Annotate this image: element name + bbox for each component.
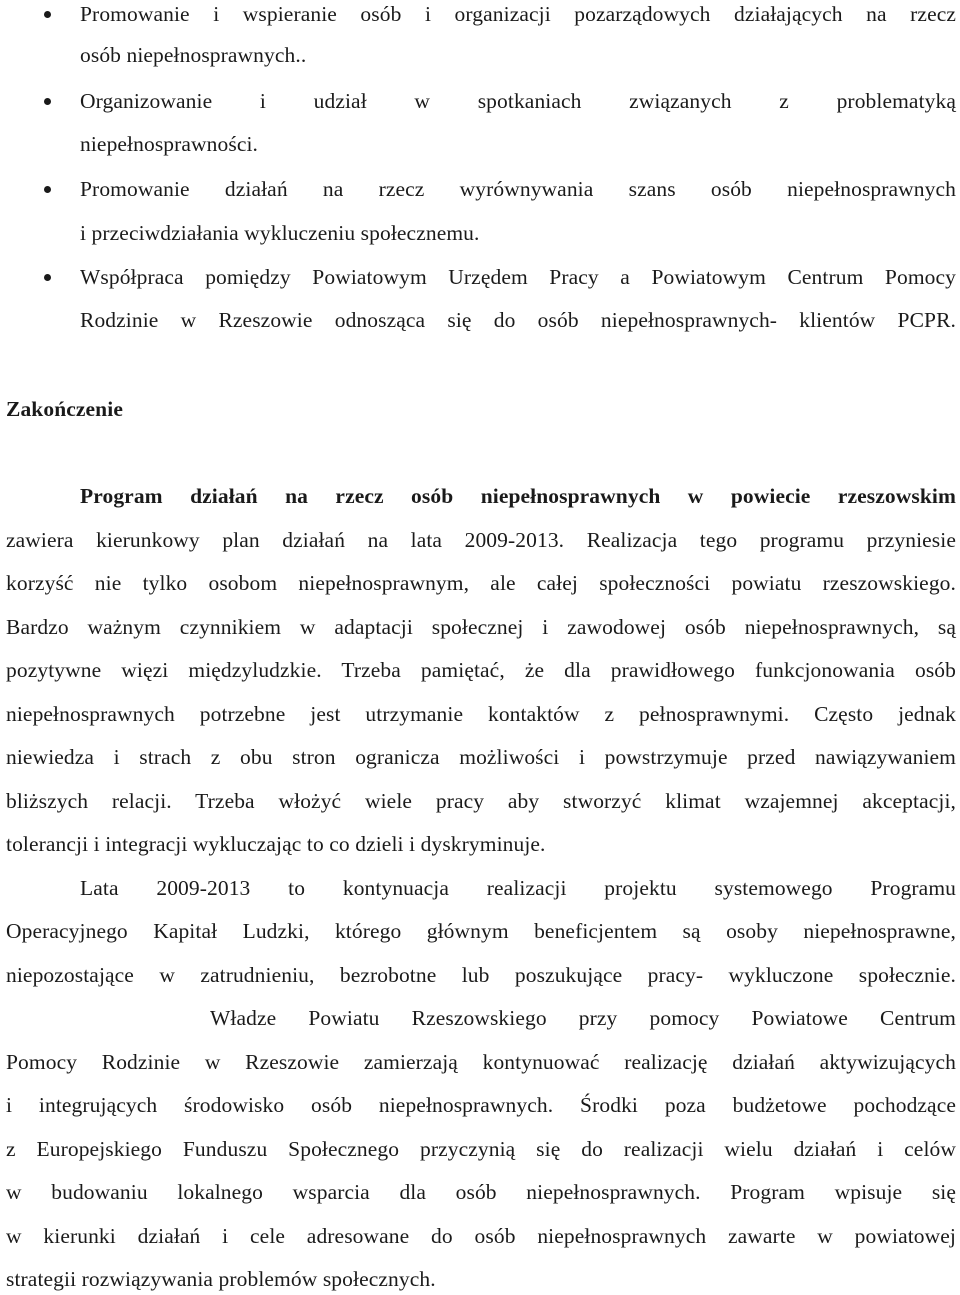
paragraph-line: Bardzo ważnym czynnikiem w adaptacji społecznej i zawodowej osób niepełnosprawnych, są (6, 615, 956, 639)
paragraph-line: z Europejskiego Funduszu Społecznego przyczynią się do realizacji wielu działań i celów (6, 1137, 956, 1161)
paragraph-line: w budowaniu lokalnego wsparcia dla osób niepełnosprawnych. Program wpisuje się (6, 1180, 956, 1204)
paragraph-line: Program działań na rzecz osób niepełnosprawnych w powiecie rzeszowskim (80, 484, 956, 508)
bullet-line: Organizowanie i udział w spotkaniach związanych z problematyką (80, 89, 956, 113)
bullet-line: i przeciwdziałania wykluczeniu społecznemu. (80, 221, 480, 245)
paragraph-line: Władze Powiatu Rzeszowskiego przy pomocy Powiatowe Centrum (210, 1006, 956, 1030)
paragraph-line: bliższych relacji. Trzeba włożyć wiele pracy aby stworzyć klimat wzajemnej akceptacji, (6, 789, 956, 813)
paragraph-line: Operacyjnego Kapitał Ludzki, którego głównym beneficjentem są osoby niepełnosprawne, (6, 919, 956, 943)
paragraph-line: strategii rozwiązywania problemów społecznych. (6, 1267, 436, 1291)
paragraph-line: tolerancji i integracji wykluczając to co dzieli i dyskryminuje. (6, 832, 546, 856)
paragraph-line: pozytywne więzi międzyludzkie. Trzeba pamiętać, że dla prawidłowego funkcjonowania osób (6, 658, 956, 682)
paragraph-line: Pomocy Rodzinie w Rzeszowie zamierzają kontynuować realizację działań aktywizujących (6, 1050, 956, 1074)
paragraph-line: korzyść nie tylko osobom niepełnosprawnym, ale całej społeczności powiatu rzeszowskiego. (6, 571, 956, 595)
bullet-line: Współpraca pomiędzy Powiatowym Urzędem Pracy a Powiatowym Centrum Pomocy (80, 265, 956, 289)
bullet-line: niepełnosprawności. (80, 132, 259, 156)
bullet-line: Promowanie i wspieranie osób i organizacji pozarządowych działających na rzecz (80, 2, 956, 26)
paragraph-line: niepełnosprawnych potrzebne jest utrzymanie kontaktów z pełnosprawnymi. Często jednak (6, 702, 956, 726)
paragraph-line: Lata 2009-2013 to kontynuacja realizacji projektu systemowego Programu (80, 876, 956, 900)
paragraph-line: w kierunki działań i cele adresowane do osób niepełnosprawnych zawarte w powiatowej (6, 1224, 956, 1248)
bullet-line: osób niepełnosprawnych.. (80, 43, 307, 67)
section-heading: Zakończenie (6, 397, 123, 421)
paragraph-line: niewiedza i strach z obu stron ogranicza możliwości i powstrzymuje przed nawiązywaniem (6, 745, 956, 769)
bullet-dot-icon (44, 11, 51, 18)
bullet-dot-icon (44, 186, 51, 193)
bullet-line: Promowanie działań na rzecz wyrównywania szans osób niepełnosprawnych (80, 177, 956, 201)
paragraph-line: niepozostające w zatrudnieniu, bezrobotne lub poszukujące pracy- wykluczone społecznie. (6, 963, 956, 987)
bullet-dot-icon (44, 274, 51, 281)
bullet-line: Rodzinie w Rzeszowie odnosząca się do osób niepełnosprawnych- klientów PCPR. (80, 308, 956, 332)
paragraph-line: zawiera kierunkowy plan działań na lata 2009-2013. Realizacja tego programu przyniesie (6, 528, 956, 552)
bullet-dot-icon (44, 98, 51, 105)
paragraph-line: i integrujących środowisko osób niepełnosprawnych. Środki poza budżetowe pochodzące (6, 1093, 956, 1117)
